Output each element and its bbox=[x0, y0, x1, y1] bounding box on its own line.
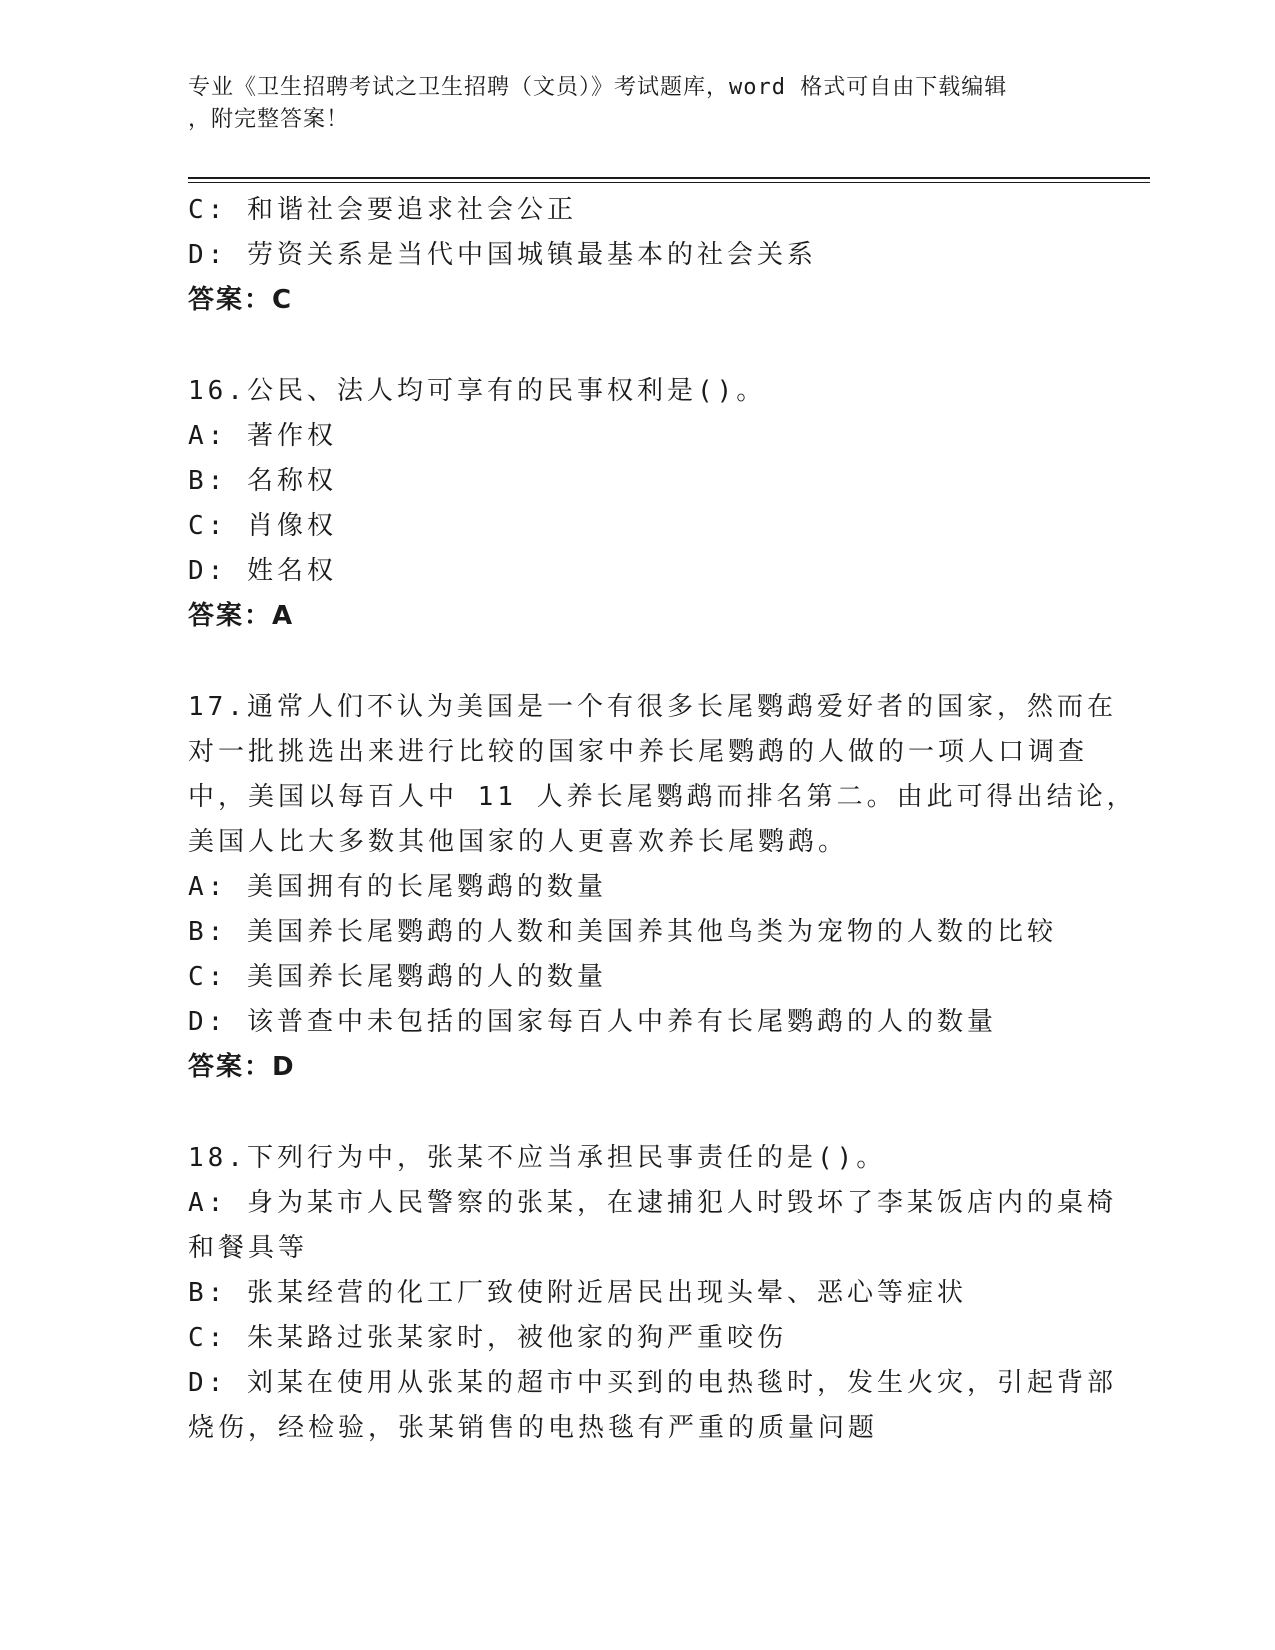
option-d: D: 劳资关系是当代中国城镇最基本的社会关系 bbox=[188, 240, 817, 270]
question-18 bbox=[188, 1136, 1117, 1451]
question-stem-line-4: 美国人比大多数其他国家的人更喜欢养长尾鹦鹉。 bbox=[188, 827, 849, 857]
answer: 答案：D bbox=[188, 1052, 296, 1082]
option-c: C: 朱某路过张某家时，被他家的狗严重咬伤 bbox=[188, 1323, 787, 1353]
header-rule-thin bbox=[188, 182, 1150, 183]
question-16 bbox=[188, 369, 1088, 639]
header-line-2: ，附完整答案！ bbox=[188, 107, 350, 132]
question-stem-line-3: 中，美国以每百人中 11 人养长尾鹦鹉而排名第二。由此可得出结论， bbox=[188, 782, 1137, 812]
question-stem-line-2: 对一批挑选出来进行比较的国家中养长尾鹦鹉的人做的一项人口调查 bbox=[188, 737, 1089, 767]
header-rule-thick bbox=[188, 177, 1150, 179]
question-content bbox=[188, 188, 1137, 1451]
question-stem: 16.公民、法人均可享有的民事权利是()。 bbox=[188, 376, 767, 406]
option-d-line-2: 烧伤，经检验，张某销售的电热毯有严重的质量问题 bbox=[188, 1413, 879, 1443]
option-b: B: 美国养长尾鹦鹉的人数和美国养其他鸟类为宠物的人数的比较 bbox=[188, 917, 1057, 947]
option-a: A: 著作权 bbox=[188, 421, 337, 451]
question-stem: 18.下列行为中，张某不应当承担民事责任的是()。 bbox=[188, 1143, 887, 1173]
option-a: A: 美国拥有的长尾鹦鹉的数量 bbox=[188, 872, 607, 902]
option-a-line-2: 和餐具等 bbox=[188, 1233, 309, 1263]
option-d: D: 姓名权 bbox=[188, 556, 337, 586]
option-c: C: 和谐社会要追求社会公正 bbox=[188, 195, 577, 225]
answer: 答案：A bbox=[188, 601, 295, 631]
header-line-1: 专业《卫生招聘考试之卫生招聘（文员）》考试题库，word 格式可自由下载编辑 bbox=[188, 75, 1008, 100]
option-d: D: 该普查中未包括的国家每百人中养有长尾鹦鹉的人的数量 bbox=[188, 1007, 997, 1037]
option-a-line-1: A: 身为某市人民警察的张某，在逮捕犯人时毁坏了李某饭店内的桌椅 bbox=[188, 1188, 1117, 1218]
option-b: B: 张某经营的化工厂致使附近居民出现头晕、恶心等症状 bbox=[188, 1278, 967, 1308]
question-17 bbox=[188, 685, 1137, 1090]
option-c: C: 美国养长尾鹦鹉的人的数量 bbox=[188, 962, 607, 992]
document-header bbox=[188, 72, 1088, 136]
option-d-line-1: D: 刘某在使用从张某的超市中买到的电热毯时，发生火灾，引起背部 bbox=[188, 1368, 1117, 1398]
option-c: C: 肖像权 bbox=[188, 511, 337, 541]
previous-question-tail bbox=[188, 188, 1088, 323]
answer: 答案：C bbox=[188, 285, 294, 315]
question-stem-line-1: 17.通常人们不认为美国是一个有很多长尾鹦鹉爱好者的国家，然而在 bbox=[188, 692, 1117, 722]
option-b: B: 名称权 bbox=[188, 466, 337, 496]
